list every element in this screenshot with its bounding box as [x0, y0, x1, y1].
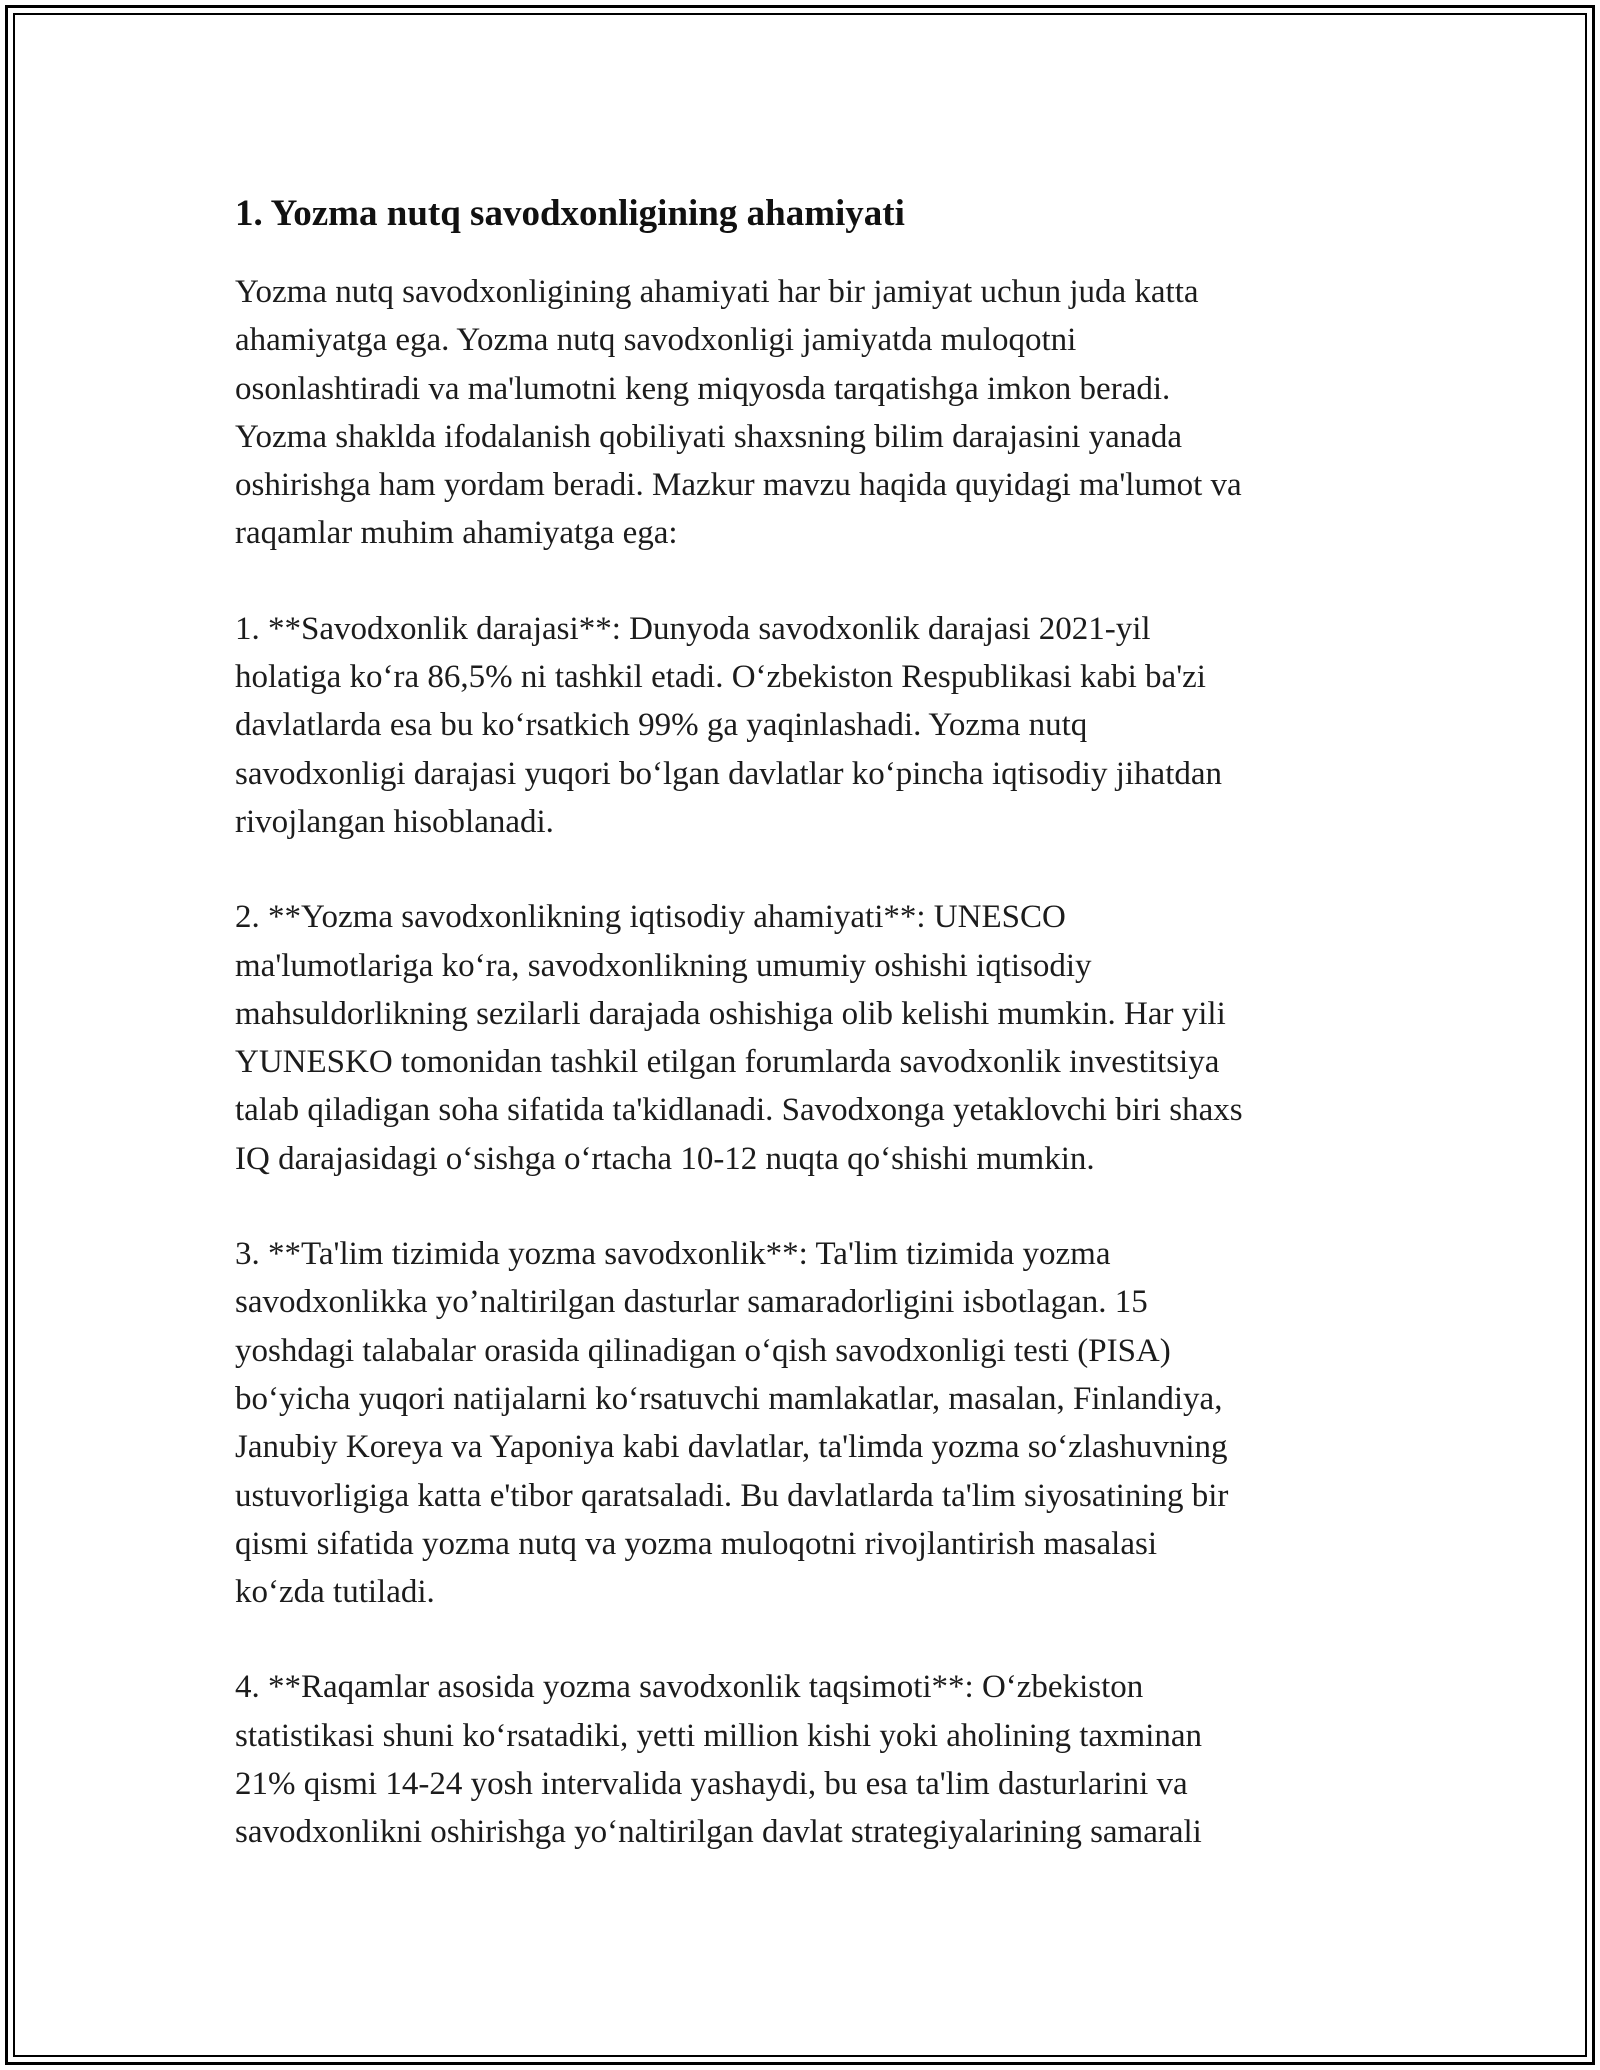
paragraph-economic-importance: 2. **Yozma savodxonlikning iqtisodiy ahamiyati**: UNESCO ma'lumotlariga koʻra, savodxonlikning umumiy oshishi iqtisodiy mahsuldorlikning sezilarli darajada oshishiga olib kelishi mumkin. Har yili YUNESKO tomonidan tashkil etilgan forumlarda savodxonlik investitsiya talab qiladigan soha sifatida ta'kidlanadi. Savodxonga yetaklovchi biri shaxs IQ darajasidagi oʻsishga oʻrtacha 10-12 nuqta qoʻshishi mumkin.	[235, 899, 1243, 1177]
paragraph-education-system: 3. **Ta'lim tizimida yozma savodxonlik**: Ta'lim tizimida yozma savodxonlikka yo’naltirilgan dasturlar samaradorligini isbotlagan. 15 yoshdagi talabalar orasida qilinadigan oʻqish savodxonligi testi (PISA) boʻyicha yuqori natijalarni koʻrsatuvchi mamlakatlar, masalan, Finlandiya, Janubiy Koreya va Yaponiya kabi davlatlar, ta'limda yozma soʻzlashuvning ustuvorligiga katta e'tibor qaratsaladi. Bu davlatlarda ta'lim siyosatining bir qismi sifatida yozma nutq va yozma muloqotni rivojlantirish masalasi koʻzda tutiladi.	[235, 1236, 1229, 1611]
section-title: 1. Yozma nutq savodxonligining ahamiyati	[235, 193, 905, 234]
document-body	[235, 186, 1365, 1904]
paragraph-statistics: 4. **Raqamlar asosida yozma savodxonlik taqsimoti**: Oʻzbekiston statistikasi shuni koʻrsatadiki, yetti million kishi yoki aholining taxminan 21% qismi 14-24 yosh intervalida yashaydi, bu esa ta'lim dasturlarini va savodxonlikni oshirishga yoʻnaltirilgan davlat strategiyalarining samarali	[235, 1669, 1203, 1851]
intro-paragraph: Yozma nutq savodxonligining ahamiyati har bir jamiyat uchun juda katta ahamiyatga ega. Yozma nutq savodxonligi jamiyatda muloqotni osonlashtiradi va ma'lumotni keng miqyosda tarqatishga imkon beradi. Yozma shaklda ifodalanish qobiliyati shaxsning bilim darajasini yanada oshirishga ham yordam beradi. Mazkur mavzu haqida quyidagi ma'lumot va raqamlar muhim ahamiyatga ega:	[235, 274, 1242, 552]
paragraph-literacy-rate: 1. **Savodxonlik darajasi**: Dunyoda savodxonlik darajasi 2021-yil holatiga koʻra 86,5% ni tashkil etadi. Oʻzbekiston Respublikasi kabi ba'zi davlatlarda esa bu koʻrsatkich 99% ga yaqinlashadi. Yozma nutq savodxonligi darajasi yuqori boʻlgan davlatlar koʻpincha iqtisodiy jihatdan rivojlangan hisoblanadi.	[235, 610, 1223, 840]
